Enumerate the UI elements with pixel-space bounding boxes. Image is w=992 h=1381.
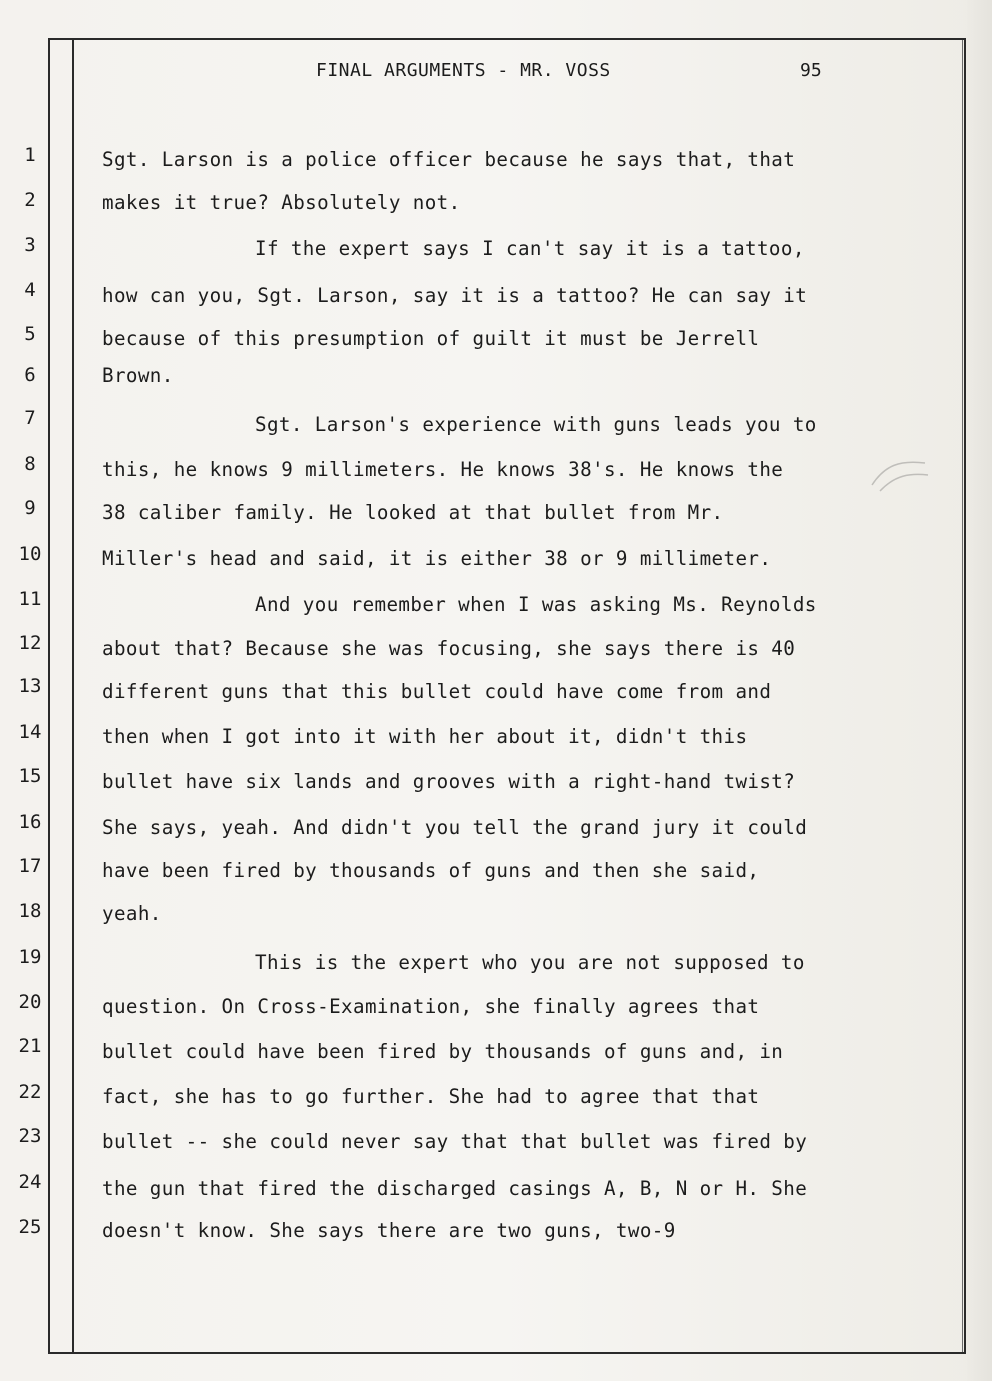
line-number: 7 (24, 407, 36, 429)
transcript-line: bullet -- she could never say that that bullet was fired by (102, 1130, 808, 1153)
line-number: 10 (18, 543, 42, 565)
transcript-line: Sgt. Larson is a police officer because he says that, that (102, 148, 796, 171)
line-number: 13 (18, 675, 42, 697)
transcript-line: bullet could have been fired by thousands of guns and, in (102, 1040, 784, 1063)
transcript-line: She says, yeah. And didn't you tell the grand jury it could (102, 816, 808, 839)
page-header-title: FINAL ARGUMENTS - MR. VOSS (316, 60, 611, 81)
transcript-line: about that? Because she was focusing, she says there is 40 (102, 637, 796, 660)
line-number: 20 (18, 991, 42, 1013)
line-number: 14 (18, 721, 42, 743)
transcript-line: yeah. (102, 902, 162, 925)
line-number: 16 (18, 811, 42, 833)
line-number: 8 (24, 453, 36, 475)
transcript-line: makes it true? Absolutely not. (102, 191, 461, 214)
line-number: 5 (24, 323, 36, 345)
line-number: 22 (18, 1081, 42, 1103)
transcript-line: how can you, Sgt. Larson, say it is a tattoo? He can say it (102, 284, 808, 307)
line-number: 6 (24, 364, 36, 386)
line-number: 23 (18, 1125, 42, 1147)
line-number-margin-rule (72, 40, 74, 1352)
transcript-line: then when I got into it with her about it, didn't this (102, 725, 748, 748)
transcript-line: fact, she has to go further. She had to agree that that (102, 1085, 760, 1108)
line-number: 9 (24, 497, 36, 519)
line-number: 1 (24, 144, 36, 166)
transcript-line: Miller's head and said, it is either 38 or 9 millimeter. (102, 547, 772, 570)
line-number: 19 (18, 946, 42, 968)
line-number: 24 (18, 1171, 42, 1193)
line-number: 21 (18, 1035, 42, 1057)
transcript-line: have been fired by thousands of guns and then she said, (102, 859, 760, 882)
transcript-line: Sgt. Larson's experience with guns leads you to (255, 413, 817, 436)
right-margin-rule (962, 40, 963, 1352)
line-number: 12 (18, 632, 42, 654)
transcript-line: Brown. (102, 364, 174, 387)
transcript-line: because of this presumption of guilt it must be Jerrell (102, 327, 760, 350)
transcript-line: question. On Cross-Examination, she finally agrees that (102, 995, 760, 1018)
transcript-line: the gun that fired the discharged casings A, B, N or H. She (102, 1177, 808, 1200)
transcript-line: This is the expert who you are not supposed to (255, 951, 805, 974)
transcript-line: this, he knows 9 millimeters. He knows 38's. He knows the (102, 458, 784, 481)
transcript-line: And you remember when I was asking Ms. Reynolds (255, 593, 817, 616)
transcript-line: 38 caliber family. He looked at that bullet from Mr. (102, 501, 724, 524)
bleed-through-mark (870, 455, 930, 495)
line-number: 2 (24, 189, 36, 211)
line-number: 25 (18, 1216, 42, 1238)
scan-edge-shadow (962, 0, 992, 1381)
line-number: 18 (18, 900, 42, 922)
transcript-line: different guns that this bullet could have come from and (102, 680, 772, 703)
line-number: 15 (18, 765, 42, 787)
transcript-line: bullet have six lands and grooves with a right-hand twist? (102, 770, 796, 793)
line-number: 4 (24, 279, 36, 301)
transcript-line: If the expert says I can't say it is a tattoo, (255, 237, 805, 260)
transcript-line: doesn't know. She says there are two guns, two-9 (102, 1219, 676, 1242)
page-number: 95 (800, 60, 822, 81)
line-number: 3 (24, 234, 36, 256)
line-number: 17 (18, 855, 42, 877)
line-number: 11 (18, 588, 42, 610)
